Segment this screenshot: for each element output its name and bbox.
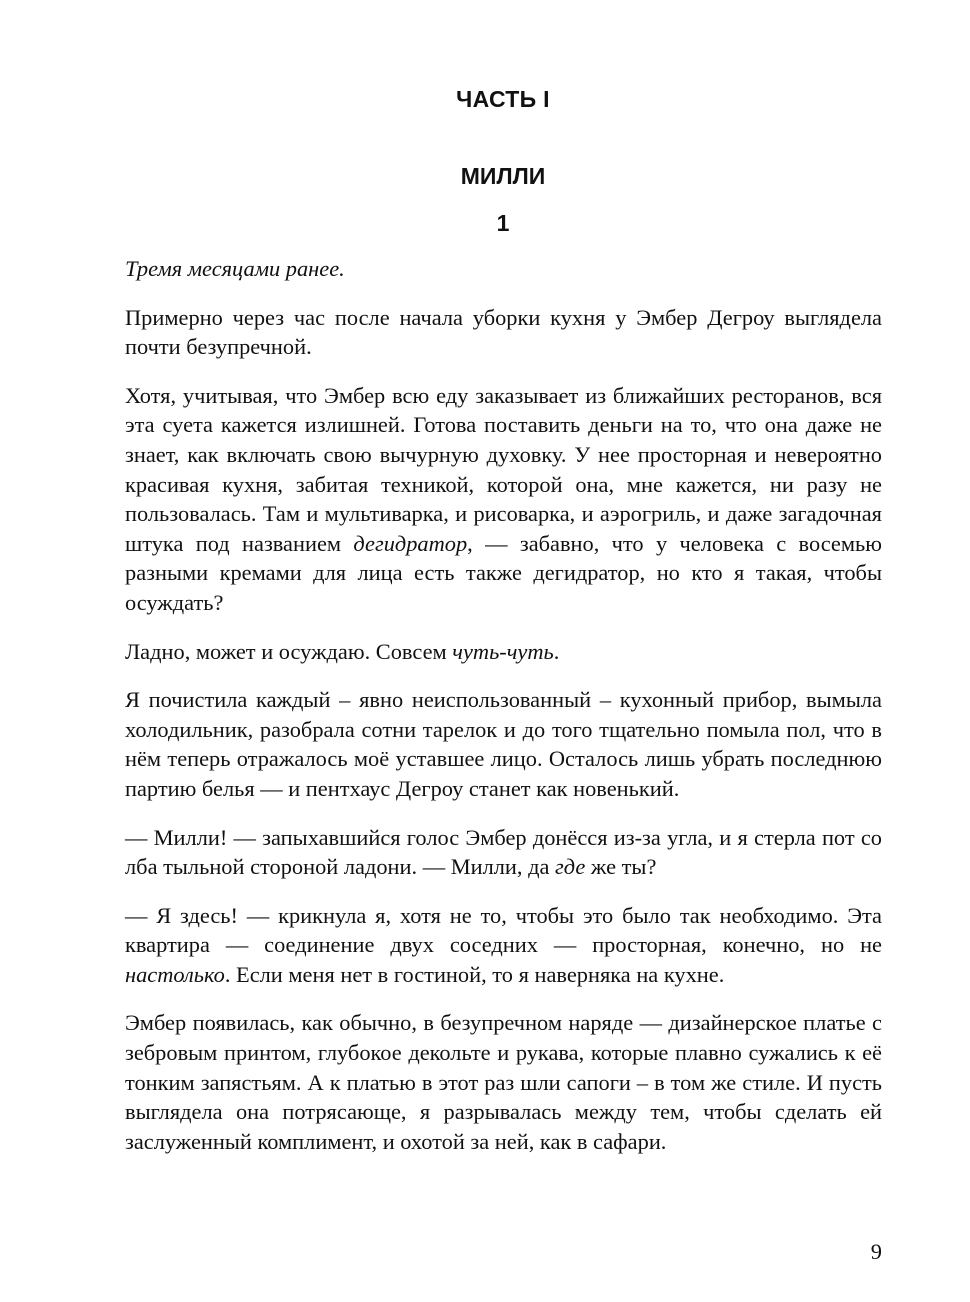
chapter-number: 1 [496, 210, 510, 236]
text-run-italic: дегидратор [353, 530, 468, 556]
text-run: Эмбер появилась, как обычно, в безупречном наряде — дизайнерское платье с зебровым принтом, глубокое декольте и рукава, которые плавно сужались к её тонким запястьям. А к платью в этот раз шли сапоги – в том же стиле. И пусть выглядела она потрясающе, я разрывалась между тем, чтобы сделать ей заслуженный комплимент, и охотой за ней, как в сафари. [125, 1010, 882, 1154]
text-run: Тремя месяцами ранее. [125, 256, 345, 281]
text-run: Хотя, учитывая, что Эмбер всю еду заказывает из ближайших ресторанов, вся эта суета кажется излишней. Готова поставить деньги на то, что она даже не знает, как включать свою вычурную духовку. У нее просторная и невероятно красивая кухня, забитая техникой, которой она, мне кажется, ни разу не пользовалась. Там и мультиварка, и рисоварка, и аэрогриль, и даже загадочная штука под названием [125, 382, 882, 556]
text-run: , — забавно, что у человека с восемью разными кремами для лица есть также дегидратор, но кто я такая, чтобы осуждать? [125, 530, 882, 615]
paragraph [125, 381, 882, 618]
text-run: — Я здесь! — крикнула я, хотя не то, чтобы это было так необходимо. Эта квартира — соединение двух соседних — просторная, конечно, но не [125, 902, 882, 958]
paragraph [125, 685, 882, 803]
text-run: Примерно через час после начала уборки кухня у Эмбер Дегроу выглядела почти безупречной. [125, 304, 882, 360]
text-run: Я почистила каждый – явно неиспользованный – кухонный прибор, вымыла холодильник, разобрала сотни тарелок и до того тщательно помыла пол, что в нём теперь отражалось моё уставшее лицо. Осталось лишь убрать последнюю партию белья — и пентхаус Дегроу станет как новенький. [125, 687, 882, 801]
paragraph [125, 823, 882, 882]
text-run: — Милли! — запыхавшийся голос Эмбер донёсся из-за угла, и я стерла пот со лба тыльной стороной ладони. — Милли, да [125, 824, 882, 880]
text-run-italic: чуть-чуть [452, 638, 554, 664]
paragraph [125, 901, 882, 990]
text-run-italic: настолько [125, 961, 225, 987]
body-text [125, 254, 882, 1175]
text-run: Ладно, может и осуждаю. Совсем [125, 638, 453, 664]
text-run: . [553, 638, 560, 664]
paragraph [125, 1008, 882, 1156]
text-run: . Если меня нет в гостиной, то я наверняка на кухне. [224, 961, 725, 987]
text-run: же ты? [585, 854, 657, 880]
paragraph [125, 254, 882, 284]
section-title: МИЛЛИ [460, 163, 546, 189]
text-run-italic: где [555, 854, 586, 880]
paragraph [125, 637, 882, 667]
part-title: ЧАСТЬ I [456, 86, 550, 112]
paragraph [125, 303, 882, 362]
page-number: 9 [870, 1239, 882, 1264]
